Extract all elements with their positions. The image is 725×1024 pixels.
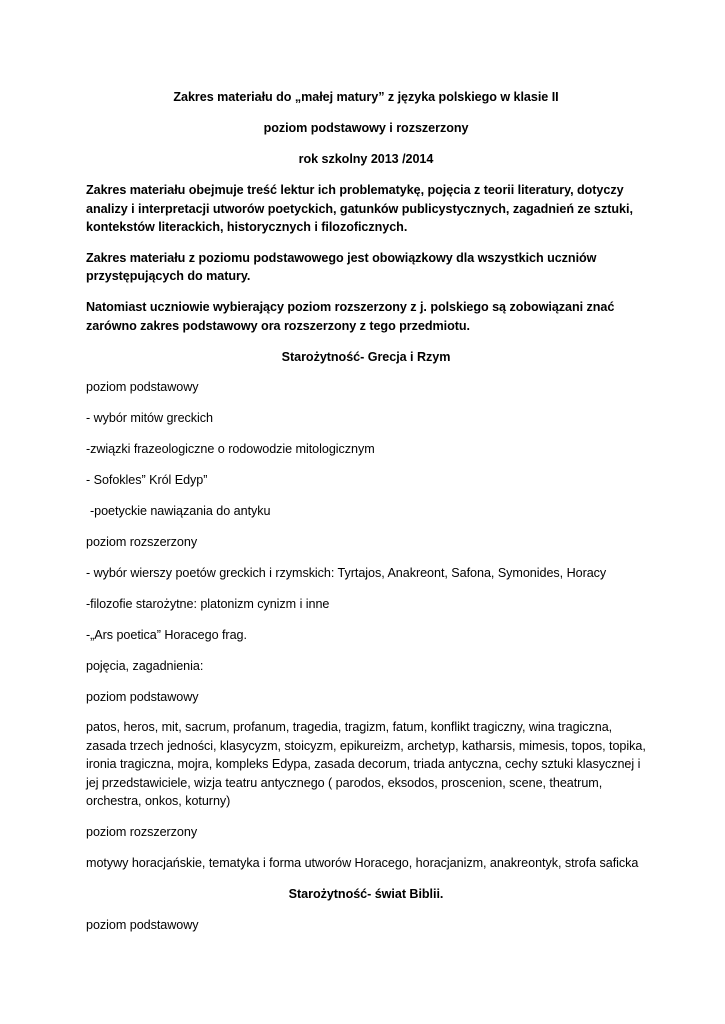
intro-paragraph-3: Natomiast uczniowie wybierający poziom rozszerzony z j. polskiego są zobowiązani znać zarówno zakres podstawowy ora rozszerzony z tego przedmiotu. [86,300,615,333]
list-item: -„Ars poetica” Horacego frag. [86,627,247,642]
list-item: -poetyckie nawiązania do antyku [90,504,271,519]
intro-paragraph-1: Zakres materiału obejmuje treść lektur ich problematykę, pojęcia z teorii literatury, dotyczy analizy i interpretacji utworów poetyckich, gatunków publicystycznych, zagadnień ze sztuki, kontekstów literackich, historycznych i filozoficznych. [86,183,633,235]
concepts-basic-text: patos, heros, mit, sacrum, profanum, tragedia, tragizm, fatum, konflikt tragiczny, wina tragiczna, zasada trzech jedności, klasycyzm, stoicyzm, epikureizm, archetyp, katharsis, mimesis, topos, topika, ironia tragiczna, mojra, kompleks Edypa, zasada decorum, triada antyczna, cechy sztuki klasycznej i jej przedstawiciele, wizja teatru antycznego ( parodos, eksodos, proscenion, scene, theatrum, orchestra, onkos, koturny) [86,720,646,809]
list-item: - wybór mitów greckich [86,411,213,426]
list-item: -związki frazeologiczne o rodowodzie mitologicznym [86,442,375,457]
school-year: rok szkolny 2013 /2014 [298,152,434,167]
list-item: - Sofokles” Król Edyp” [86,473,208,488]
concepts-extended-label: poziom rozszerzony [86,824,198,839]
concepts-basic-label: poziom podstawowy [86,689,199,704]
extended-level-label: poziom rozszerzony [86,535,198,549]
intro-paragraph-2: Zakres materiału z poziomu podstawowego jest obowiązkowy dla wszystkich uczniów przystępujących do matury. [86,250,597,284]
list-item: - wybór wierszy poetów greckich i rzymskich: Tyrtajos, Anakreont, Safona, Symonides, Horacy [86,565,607,580]
document-title: Zakres materiału do „małej matury” z języka polskiego w klasie II [173,90,559,104]
document-body [86,88,646,947]
basic-level-label: poziom podstawowy [86,380,199,395]
concepts-label: pojęcia, zagadnienia: [86,658,204,673]
document-subtitle: poziom podstawowy i rozszerzony [263,121,469,136]
list-item: -filozofie starożytne: platonizm cynizm i inne [86,596,330,611]
section-heading-bible: Starożytność- świat Biblii. [288,886,444,901]
bible-basic-level-label: poziom podstawowy [86,917,199,932]
concepts-extended-text: motywy horacjańskie, tematyka i forma utworów Horacego, horacjanizm, anakreontyk, strofa saficka [86,855,639,870]
section-heading-antiquity: Starożytność- Grecja i Rzym [281,349,451,364]
